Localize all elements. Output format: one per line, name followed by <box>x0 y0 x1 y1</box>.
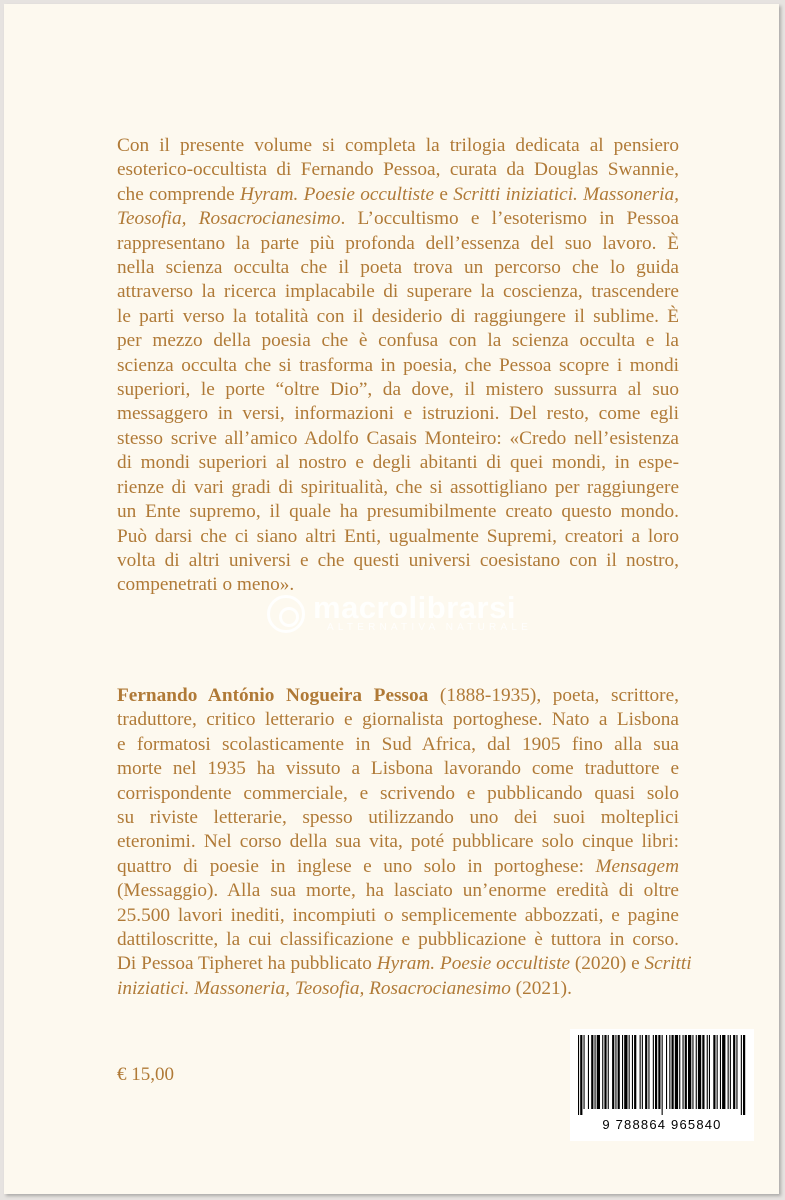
blurb-line: superiori, le porte “oltre Dio”, da dove, il mistero sussurra al suo <box>117 379 679 401</box>
barcode-bar <box>640 1035 641 1109</box>
barcode-bar <box>730 1035 731 1109</box>
author-bio-paragraph <box>117 684 692 1001</box>
italic-title: Scritti iniziatici. Massoneria, <box>453 183 680 205</box>
barcode-bar <box>717 1035 718 1109</box>
bio-line: traduttore, critico letterario e giornalista portoghese. Nato a Lisbona <box>117 709 679 731</box>
italic-title: Hyram. Poesie occultiste <box>376 953 571 975</box>
barcode-bar <box>662 1035 663 1115</box>
barcode-bar <box>675 1035 678 1109</box>
barcode-bar <box>588 1035 589 1109</box>
blurb-line: che comprende Hyram. Poesie occultiste e Scritti iniziatici. Massoneria, <box>117 183 680 205</box>
bio-line: iniziatici. Massoneria, Teosofia, Rosacrocianesimo (2021). <box>117 977 572 999</box>
blurb-line: Può darsi che ci siano altri Enti, ugualmente Supremi, creatori a loro <box>117 525 679 547</box>
italic-title: Scritti <box>644 953 692 975</box>
barcode-bar <box>608 1035 609 1109</box>
barcode-bar <box>604 1035 606 1109</box>
barcode-digits: 9 788864 965840 <box>602 1117 722 1132</box>
barcode-bar <box>696 1035 697 1109</box>
barcode-bar <box>698 1035 701 1109</box>
barcode-bar <box>580 1035 582 1115</box>
blurb-line: Teosofia, Rosacrocianesimo. L’occultismo e l’esoterismo in Pessoa <box>117 208 679 230</box>
barcode-bar <box>688 1035 691 1109</box>
bio-line: corrispondente commerciale, e scrivendo e pubblicando quasi solo <box>117 782 679 804</box>
barcode-bar <box>692 1035 693 1109</box>
blurb-line: un Ente supremo, il quale ha presumibilmente creato questo mondo. <box>117 501 679 523</box>
watermark-logo-icon <box>267 595 305 633</box>
barcode-bar <box>624 1035 627 1109</box>
bio-line: morte nel 1935 ha vissuto a Lisbona lavorando come traduttore e <box>117 758 679 780</box>
barcode-bar <box>720 1035 721 1109</box>
barcode-bar <box>669 1035 670 1109</box>
barcode-bar <box>591 1035 593 1109</box>
barcode-bar <box>741 1035 742 1115</box>
isbn-barcode <box>570 1029 754 1141</box>
bio-line: su riviste letterarie, spesso utilizzando uno dei suoi molteplici <box>117 807 679 829</box>
barcode-bar <box>642 1035 643 1109</box>
blurb-line: nella scienza occulta che il poeta trova un percorso che lo guida <box>117 257 679 279</box>
bio-line: (Messaggio). Alla sua morte, ha lasciato un’enorme eredità di oltre <box>117 880 679 902</box>
barcode-bar <box>612 1035 614 1109</box>
italic-title: Mensagem <box>595 855 679 877</box>
blurb-line: attraverso la ricerca implacabile di superare la coscienza, trascendere <box>117 281 679 303</box>
blurb-line: stesso scrive all’amico Adolfo Casais Monteiro: «Credo nell’esistenza <box>117 427 679 449</box>
book-back-cover <box>4 4 779 1194</box>
watermark <box>267 590 567 636</box>
blurb-line: compenetrati o meno». <box>117 574 295 596</box>
barcode-bar <box>666 1035 667 1109</box>
blurb-line: Con il presente volume si completa la trilogia dedicata al pensiero <box>117 135 679 156</box>
barcode-bar <box>672 1035 674 1109</box>
barcode-bar <box>685 1035 687 1109</box>
barcode-bar <box>679 1035 680 1109</box>
barcode-bar <box>584 1035 585 1109</box>
blurb-line: rappresentano la parte più profonda dell’essenza del suo lavoro. È <box>117 232 679 254</box>
blurb-paragraph <box>117 134 679 598</box>
barcode-bar <box>622 1035 623 1109</box>
bio-line: Di Pessoa Tipheret ha pubblicato Hyram. Poesie occultiste (2020) e Scritti <box>117 953 692 975</box>
barcode-bar <box>629 1035 630 1109</box>
blurb-line: rienze di vari gradi di spiritualità, che si assottigliano per raggiungere <box>117 476 679 498</box>
blurb-line: esoterico-occultista di Fernando Pessoa, curata da Douglas Swannie, <box>117 159 679 181</box>
blurb-line: le parti verso la totalità con il desiderio di raggiungere il sublime. È <box>117 305 679 327</box>
barcode-bar <box>702 1035 704 1109</box>
bio-line: eteronimi. Nel corso della sua vita, poté pubblicare solo cinque libri: <box>117 831 679 853</box>
barcode-bar <box>709 1035 710 1109</box>
author-name: Fernando António Nogueira Pessoa <box>117 685 429 706</box>
barcode-bar <box>602 1035 603 1109</box>
blurb-line: messaggero in versi, informazioni e istruzioni. Del resto, come egli <box>117 403 679 425</box>
bio-line: e formatosi scolasticamente in Sud Africa, dal 1905 fino alla sua <box>117 733 679 755</box>
bio-line: Fernando António Nogueira Pessoa (1888-1935), poeta, scrittore, <box>117 685 679 706</box>
blurb-line: per mezzo della poesia che è confusa con la scienza occulta e la <box>117 330 679 352</box>
blurb-line: volta di altri universi e che questi universi coesistano con il nostro, <box>117 549 679 571</box>
barcode-bar <box>655 1035 657 1109</box>
italic-title: iniziatici. Massoneria, Teosofia, Rosacrocianesimo <box>117 977 511 999</box>
barcode-bar <box>722 1035 725 1109</box>
barcode-bar <box>597 1035 600 1109</box>
italic-title: Teosofia, Rosacrocianesimo <box>117 208 341 230</box>
barcode-bar <box>707 1035 708 1109</box>
barcode-bar <box>736 1035 737 1109</box>
barcode-bar <box>632 1035 633 1109</box>
barcode-bar <box>743 1035 745 1115</box>
blurb-line: scienza occulta che si trasforma in poesia, che Pessoa scopre i mondi <box>117 354 679 376</box>
barcode-bar <box>618 1035 620 1109</box>
barcode-bar <box>713 1035 715 1109</box>
barcode-bar <box>645 1035 647 1109</box>
barcode-bar <box>634 1035 636 1109</box>
price: € 15,00 <box>117 1064 174 1085</box>
barcode-bar <box>648 1035 649 1109</box>
barcode-bars <box>576 1035 748 1115</box>
bio-line: 25.500 lavori inediti, incompiuti o semplicemente abbozzati, e pagine <box>117 904 679 926</box>
barcode-bar <box>578 1035 579 1115</box>
barcode-bar <box>658 1035 660 1109</box>
barcode-bar <box>728 1035 729 1109</box>
italic-title: Hyram. Poesie occultiste <box>239 183 435 205</box>
bio-line: dattiloscritte, la cui classificazione e pubblicazione è tuttora in corso. <box>117 929 679 951</box>
barcode-bar <box>733 1035 735 1109</box>
barcode-bar <box>683 1035 684 1109</box>
watermark-word: macrolibrarsi <box>313 590 516 625</box>
barcode-bar <box>595 1035 596 1109</box>
bio-line: quattro di poesie in inglese e uno solo in portoghese: Mensagem <box>117 855 679 877</box>
barcode-bar <box>615 1035 616 1109</box>
watermark-tagline: ALTERNATIVA NATURALE <box>327 622 532 633</box>
barcode-bar <box>653 1035 654 1109</box>
blurb-line: di mondi superiori al nostro e degli abitanti di quei mondi, in espe- <box>117 452 679 474</box>
